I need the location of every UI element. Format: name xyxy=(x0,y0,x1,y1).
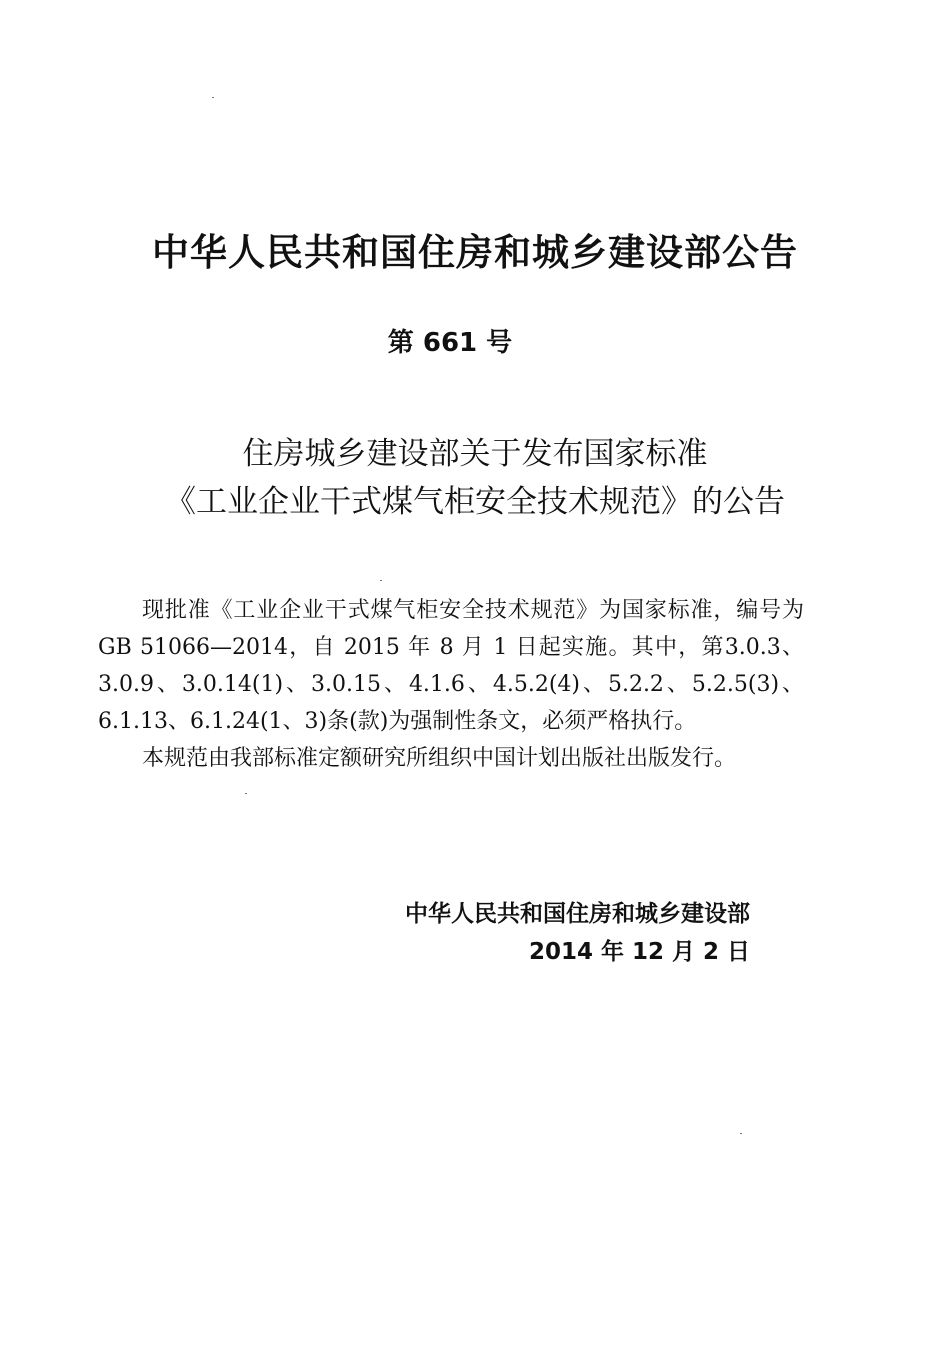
scan-speck xyxy=(212,97,214,98)
scan-speck xyxy=(380,580,382,581)
scan-speck xyxy=(245,793,247,794)
subtitle-line-1: 住房城乡建设部关于发布国家标准 xyxy=(242,436,708,472)
subtitle-line-2: 《工业企业干式煤气柜安全技术规范》的公告 xyxy=(165,484,785,520)
body-paragraph-1: 现批准《工业企业干式煤气柜安全技术规范》为国家标准，编号为 GB 51066—2014，自 2015 年 8 月 1 日起实施。其中，第3.0.3、3.0.9、3.0.14(1)、3.0.15、4.1.6、4.5.2(4)、5.2.2、5.2.5(3)、6.1.13、6.1.24(1、3)条(款)为强制性条文，必须严格执行。 xyxy=(98,598,804,734)
body-paragraph-2: 本规范由我部标准定额研究所组织中国计划出版社出版发行。 xyxy=(142,746,737,771)
signature-block xyxy=(340,895,750,971)
signature-organization: 中华人民共和国住房和城乡建设部 xyxy=(405,901,750,927)
signature-date: 2014 年 12 月 2 日 xyxy=(528,939,750,965)
announcement-number: 第 661 号 xyxy=(387,328,513,358)
scan-speck xyxy=(740,1133,742,1134)
announcement-subtitle xyxy=(0,430,950,526)
announcement-body xyxy=(98,592,804,777)
announcement-title: 中华人民共和国住房和城乡建设部公告 xyxy=(152,231,798,274)
